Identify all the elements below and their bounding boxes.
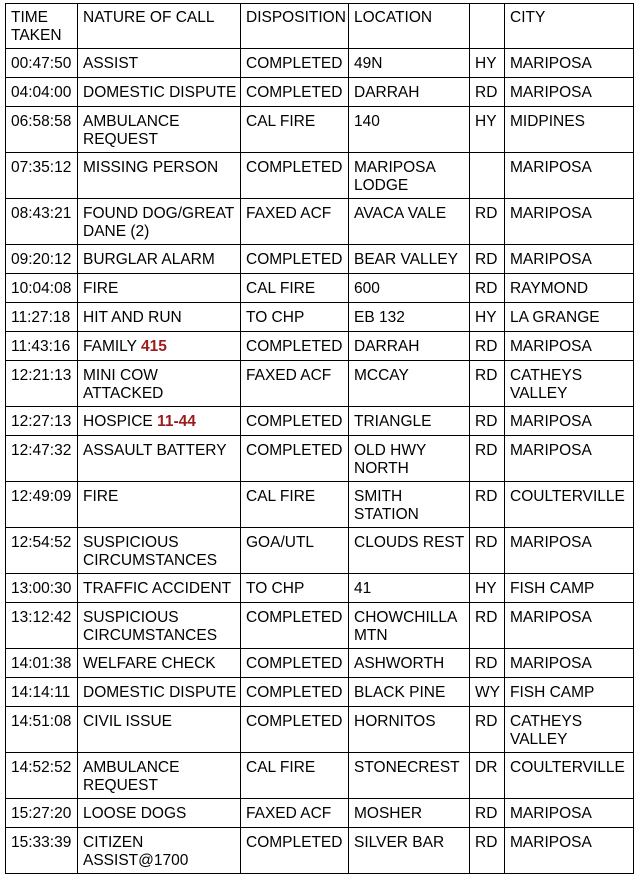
cell-city: FISH CAMP <box>505 574 634 603</box>
cell-city: MARIPOSA <box>505 407 634 436</box>
nature-text: SUSPICIOUS CIRCUMSTANCES <box>83 534 218 569</box>
cell-location: STONECREST <box>349 753 470 799</box>
cell-nature <box>78 274 241 303</box>
cell-disposition: COMPLETED <box>241 649 349 678</box>
table-row <box>6 649 634 678</box>
nature-text: MISSING PERSON <box>83 159 219 176</box>
cell-nature <box>78 107 241 153</box>
cell-nature <box>78 482 241 528</box>
cell-time: 15:27:20 <box>6 799 78 828</box>
nature-code: 415 <box>141 338 167 355</box>
cell-suffix: WY <box>470 678 505 707</box>
cell-time: 15:33:39 <box>6 828 78 874</box>
cell-disposition: FAXED ACF <box>241 799 349 828</box>
cell-suffix: RD <box>470 199 505 245</box>
cell-time: 12:47:32 <box>6 436 78 482</box>
cell-time: 14:51:08 <box>6 707 78 753</box>
cell-time: 14:52:52 <box>6 753 78 799</box>
column-header-suffix <box>470 4 505 49</box>
cell-suffix: RD <box>470 332 505 361</box>
cell-disposition: COMPLETED <box>241 245 349 274</box>
cell-location: 600 <box>349 274 470 303</box>
cell-suffix: RD <box>470 436 505 482</box>
cell-nature <box>78 603 241 649</box>
cell-time: 07:35:12 <box>6 153 78 199</box>
column-header-time: TIME TAKEN <box>6 4 78 49</box>
cell-nature <box>78 799 241 828</box>
cell-time: 12:49:09 <box>6 482 78 528</box>
cell-location: DARRAH <box>349 78 470 107</box>
cell-nature <box>78 78 241 107</box>
table-header-row <box>6 4 634 49</box>
cell-location: MARIPOSA LODGE <box>349 153 470 199</box>
nature-code: 11-44 <box>157 413 196 430</box>
cell-nature <box>78 828 241 874</box>
cell-location: CLOUDS REST <box>349 528 470 574</box>
nature-text: FIRE <box>83 280 119 297</box>
nature-text: LOOSE DOGS <box>83 805 187 822</box>
column-header-disposition: DISPOSITION <box>241 4 349 49</box>
cell-city: MARIPOSA <box>505 332 634 361</box>
cell-suffix: RD <box>470 361 505 407</box>
cell-city: MARIPOSA <box>505 245 634 274</box>
nature-text: FAMILY <box>83 338 142 355</box>
cell-time: 12:54:52 <box>6 528 78 574</box>
cell-time: 14:14:11 <box>6 678 78 707</box>
cell-suffix: HY <box>470 49 505 78</box>
cell-nature <box>78 245 241 274</box>
cell-time: 00:47:50 <box>6 49 78 78</box>
table-row <box>6 828 634 874</box>
cell-city: MARIPOSA <box>505 436 634 482</box>
cell-location: BLACK PINE <box>349 678 470 707</box>
nature-text: AMBULANCE REQUEST <box>83 113 180 148</box>
cell-time: 09:20:12 <box>6 245 78 274</box>
cell-city: MIDPINES <box>505 107 634 153</box>
table-row <box>6 78 634 107</box>
cell-nature <box>78 528 241 574</box>
column-header-location: LOCATION <box>349 4 470 49</box>
table-row <box>6 753 634 799</box>
cell-city: MARIPOSA <box>505 199 634 245</box>
table-row <box>6 199 634 245</box>
cell-city: COULTERVILLE <box>505 482 634 528</box>
cell-disposition: COMPLETED <box>241 436 349 482</box>
cell-nature <box>78 361 241 407</box>
cell-city: MARIPOSA <box>505 528 634 574</box>
cell-city: FISH CAMP <box>505 678 634 707</box>
cell-time: 04:04:00 <box>6 78 78 107</box>
cell-nature <box>78 303 241 332</box>
table-row <box>6 361 634 407</box>
call-log-table <box>5 3 634 874</box>
cell-nature <box>78 753 241 799</box>
cell-location: 41 <box>349 574 470 603</box>
nature-text: HOSPICE <box>83 413 158 430</box>
cell-suffix: HY <box>470 107 505 153</box>
nature-text: BURGLAR ALARM <box>83 251 215 268</box>
cell-location: SILVER BAR <box>349 828 470 874</box>
cell-city: MARIPOSA <box>505 799 634 828</box>
nature-text: FOUND DOG/GREAT DANE (2) <box>83 205 234 240</box>
cell-nature <box>78 678 241 707</box>
cell-suffix: HY <box>470 574 505 603</box>
cell-nature <box>78 199 241 245</box>
table-row <box>6 603 634 649</box>
cell-disposition: TO CHP <box>241 303 349 332</box>
cell-suffix: DR <box>470 753 505 799</box>
table-row <box>6 274 634 303</box>
cell-time: 12:27:13 <box>6 407 78 436</box>
cell-time: 14:01:38 <box>6 649 78 678</box>
cell-disposition: CAL FIRE <box>241 753 349 799</box>
cell-suffix: RD <box>470 78 505 107</box>
table-row <box>6 707 634 753</box>
cell-city: CATHEYS VALLEY <box>505 707 634 753</box>
cell-city: LA GRANGE <box>505 303 634 332</box>
cell-disposition: COMPLETED <box>241 828 349 874</box>
table-row <box>6 528 634 574</box>
cell-location: DARRAH <box>349 332 470 361</box>
nature-text: WELFARE CHECK <box>83 655 216 672</box>
cell-nature <box>78 574 241 603</box>
cell-suffix: RD <box>470 245 505 274</box>
cell-location: TRIANGLE <box>349 407 470 436</box>
table-row <box>6 678 634 707</box>
cell-disposition: COMPLETED <box>241 332 349 361</box>
table-row <box>6 799 634 828</box>
cell-suffix: RD <box>470 407 505 436</box>
nature-text: HIT AND RUN <box>83 309 182 326</box>
cell-location: 49N <box>349 49 470 78</box>
nature-text: MINI COW ATTACKED <box>83 367 164 402</box>
cell-time: 11:27:18 <box>6 303 78 332</box>
cell-city: MARIPOSA <box>505 649 634 678</box>
table-row <box>6 436 634 482</box>
table-row <box>6 107 634 153</box>
cell-location: ASHWORTH <box>349 649 470 678</box>
cell-location: OLD HWY NORTH <box>349 436 470 482</box>
cell-location: MCCAY <box>349 361 470 407</box>
table-row <box>6 407 634 436</box>
table-row <box>6 332 634 361</box>
cell-suffix: RD <box>470 528 505 574</box>
cell-suffix: HY <box>470 303 505 332</box>
cell-city: MARIPOSA <box>505 828 634 874</box>
cell-suffix <box>470 153 505 199</box>
cell-nature <box>78 153 241 199</box>
cell-suffix: RD <box>470 603 505 649</box>
cell-time: 10:04:08 <box>6 274 78 303</box>
cell-suffix: RD <box>470 649 505 678</box>
nature-text: SUSPICIOUS CIRCUMSTANCES <box>83 609 218 644</box>
table-row <box>6 49 634 78</box>
cell-city: MARIPOSA <box>505 78 634 107</box>
nature-text: TRAFFIC ACCIDENT <box>83 580 232 597</box>
table-row <box>6 303 634 332</box>
cell-nature <box>78 436 241 482</box>
nature-text: DOMESTIC DISPUTE <box>83 684 237 701</box>
cell-time: 13:12:42 <box>6 603 78 649</box>
nature-text: CITIZEN ASSIST@1700 <box>83 834 189 869</box>
cell-location: CHOWCHILLA MTN <box>349 603 470 649</box>
cell-disposition: COMPLETED <box>241 678 349 707</box>
nature-text: CIVIL ISSUE <box>83 713 173 730</box>
cell-disposition: COMPLETED <box>241 407 349 436</box>
cell-time: 12:21:13 <box>6 361 78 407</box>
nature-text: ASSAULT BATTERY <box>83 442 227 459</box>
cell-location: AVACA VALE <box>349 199 470 245</box>
table-body <box>6 49 634 874</box>
table-row <box>6 482 634 528</box>
cell-location: 140 <box>349 107 470 153</box>
cell-disposition: TO CHP <box>241 574 349 603</box>
cell-city: RAYMOND <box>505 274 634 303</box>
cell-city: MARIPOSA <box>505 153 634 199</box>
cell-disposition: CAL FIRE <box>241 482 349 528</box>
cell-location: BEAR VALLEY <box>349 245 470 274</box>
cell-time: 13:00:30 <box>6 574 78 603</box>
cell-time: 11:43:16 <box>6 332 78 361</box>
cell-disposition: FAXED ACF <box>241 199 349 245</box>
nature-text: ASSIST <box>83 55 139 72</box>
cell-disposition: GOA/UTL <box>241 528 349 574</box>
cell-location: MOSHER <box>349 799 470 828</box>
cell-disposition: FAXED ACF <box>241 361 349 407</box>
table-row <box>6 574 634 603</box>
cell-location: EB 132 <box>349 303 470 332</box>
cell-suffix: RD <box>470 828 505 874</box>
cell-location: HORNITOS <box>349 707 470 753</box>
cell-nature <box>78 332 241 361</box>
cell-nature <box>78 49 241 78</box>
cell-disposition: CAL FIRE <box>241 107 349 153</box>
cell-time: 06:58:58 <box>6 107 78 153</box>
nature-text: DOMESTIC DISPUTE <box>83 84 237 101</box>
cell-city: CATHEYS VALLEY <box>505 361 634 407</box>
cell-nature <box>78 649 241 678</box>
column-header-nature: NATURE OF CALL <box>78 4 241 49</box>
cell-disposition: COMPLETED <box>241 49 349 78</box>
cell-disposition: CAL FIRE <box>241 274 349 303</box>
table-row <box>6 153 634 199</box>
nature-text: AMBULANCE REQUEST <box>83 759 180 794</box>
cell-disposition: COMPLETED <box>241 707 349 753</box>
table-row <box>6 245 634 274</box>
nature-text: FIRE <box>83 488 119 505</box>
cell-nature <box>78 407 241 436</box>
cell-city: MARIPOSA <box>505 49 634 78</box>
cell-disposition: COMPLETED <box>241 603 349 649</box>
cell-disposition: COMPLETED <box>241 78 349 107</box>
cell-nature <box>78 707 241 753</box>
cell-disposition: COMPLETED <box>241 153 349 199</box>
cell-time: 08:43:21 <box>6 199 78 245</box>
cell-suffix: RD <box>470 707 505 753</box>
cell-city: MARIPOSA <box>505 603 634 649</box>
cell-city: COULTERVILLE <box>505 753 634 799</box>
column-header-city: CITY <box>505 4 634 49</box>
cell-location: SMITH STATION <box>349 482 470 528</box>
cell-suffix: RD <box>470 799 505 828</box>
cell-suffix: RD <box>470 274 505 303</box>
cell-suffix: RD <box>470 482 505 528</box>
